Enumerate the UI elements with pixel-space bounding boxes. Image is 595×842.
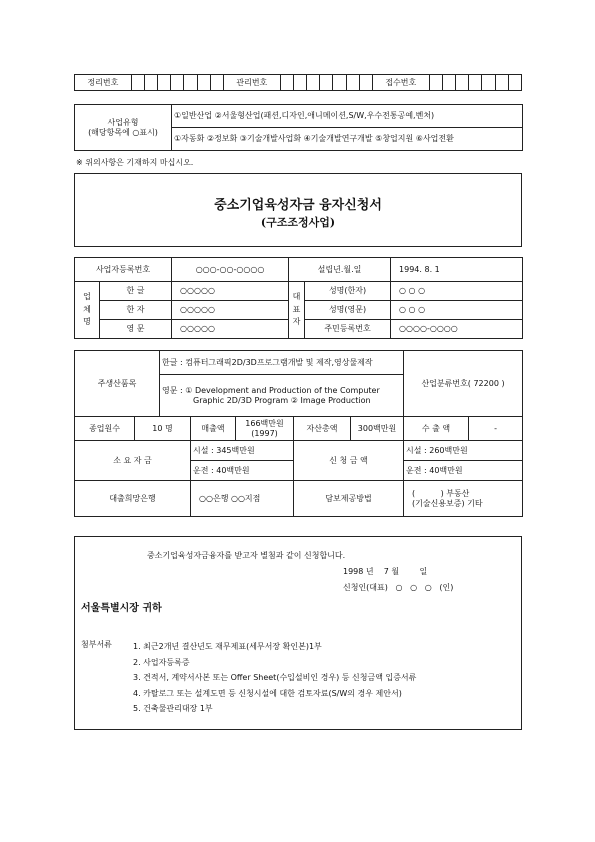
required-funds-label: 소 요 자 금 [75,441,191,481]
attachments-label: 첨부서류 [81,640,112,649]
industry-code[interactable]: 산업분류번호( 72200 ) [404,351,523,417]
sales-year: (1997) [251,428,278,438]
business-type-table [74,104,523,151]
rep-name-eng-value[interactable]: ○ ○ ○ [391,301,523,320]
management-number-cell[interactable] [293,75,306,91]
export-label: 수 출 액 [404,417,469,441]
attachment-item: 2. 사업자등록증 [133,657,190,667]
product-finance-table [74,350,523,517]
admin-note: ※ 위의사항은 기재하지 마십시오. [76,158,194,167]
rep-name-hanja-label: 성명(한자) [305,282,391,301]
sales-value[interactable] [236,417,294,441]
apply-amount-label: 신 청 금 액 [294,441,404,481]
assets-value[interactable]: 300백만원 [351,417,404,441]
filing-number-label: 정리번호 [75,75,132,91]
required-facility[interactable]: 시설 : 345백만원 [191,441,294,461]
representative-side-label [289,282,305,339]
company-name-side-text: 업체명 [83,291,91,327]
hanja-name-value[interactable]: ○○○○○ [172,301,289,320]
korean-name-label: 한 글 [100,282,172,301]
management-number-cell[interactable] [307,75,320,91]
product-english-line-2: Graphic 2D/3D Program ② Image Production [193,395,371,405]
applicant-line[interactable]: 신청인(대표) ○ ○ ○ (인) [343,583,454,592]
receipt-number-cell[interactable] [495,75,508,91]
hanja-name-label: 한 자 [100,301,172,320]
admin-number-table [74,74,522,91]
collateral-line-1: ( ) 부동산 [412,488,470,498]
receipt-number-label: 접수번호 [372,75,429,91]
rep-name-eng-label: 성명(영문) [305,301,391,320]
form-subtitle: (구조조정사업) [260,216,336,229]
attachment-item: 3. 견적서, 계약서사본 또는 Offer Sheet(수입설비인 경우) 등 신청금액 입증서류 [133,673,417,682]
korean-name-value[interactable]: ○○○○○ [172,282,289,301]
management-number-cell[interactable] [346,75,359,91]
attachment-item: 5. 건축물관리대장 1부 [133,704,213,713]
management-number-cell[interactable] [320,75,333,91]
product-label: 주생산품목 [75,351,160,417]
collateral-line-2: (기술신용보증) 기타 [412,498,483,508]
filing-number-cell[interactable] [158,75,171,91]
addressee: 서울특별시장 귀하 [81,603,162,614]
application-date[interactable]: 1998 년 7 월 일 [343,567,428,576]
company-name-side-label [75,282,100,339]
management-number-cell[interactable] [280,75,293,91]
application-statement: 중소기업육성자금융자를 받고자 별첨과 같이 신청합니다. [147,551,346,560]
filing-number-cell[interactable] [184,75,197,91]
export-value[interactable]: - [469,417,523,441]
attachment-item: 1. 최근2개년 결산년도 재무제표(세무서장 확인본)1부 [133,642,322,651]
management-number-cell[interactable] [359,75,372,91]
business-type-line-1[interactable]: ①일반산업 ②서울형산업(패션,디자인,애니메이션,S/W,우수전통공예,벤처) [172,105,523,128]
product-english-line-1: 영문 : ① Development and Production of the Computer [162,385,380,395]
rep-id-value[interactable]: ○○○○-○○○○ [391,320,523,339]
filing-number-cell[interactable] [210,75,223,91]
management-number-label: 관리번호 [223,75,280,91]
sales-label: 매출액 [191,417,236,441]
business-type-label [75,105,172,151]
sales-amount: 166백만원 [245,418,284,428]
receipt-number-cell[interactable] [469,75,482,91]
management-number-cell[interactable] [333,75,346,91]
business-type-hint: (해당항목에 ○표시) [88,127,158,137]
form-title: 중소기업육성자금 융자신청서 [214,198,382,213]
filing-number-cell[interactable] [171,75,184,91]
required-operating[interactable]: 운전 : 40백만원 [191,461,294,481]
product-korean[interactable]: 한글 : 컴퓨터그래픽2D/3D프로그램개발 및 제작,영상물제작 [160,351,404,375]
receipt-number-cell[interactable] [456,75,469,91]
business-type-title: 사업유형 [107,117,139,127]
receipt-number-cell[interactable] [482,75,495,91]
employees-value[interactable]: 10 명 [135,417,191,441]
receipt-number-cell[interactable] [429,75,442,91]
company-info-table [74,257,523,339]
reg-number-value[interactable]: ○○○-○○-○○○○ [172,258,289,282]
title-box [74,173,522,247]
receipt-number-cell[interactable] [508,75,521,91]
english-name-label: 영 문 [100,320,172,339]
english-name-value[interactable]: ○○○○○ [172,320,289,339]
est-date-value[interactable]: 1994. 8. 1 [391,258,523,282]
assets-label: 자산총액 [294,417,351,441]
collateral-label: 담보제공방법 [294,481,404,517]
attachment-item: 4. 카탈로그 또는 설계도면 등 신청시설에 대한 검토자료(S/W의 경우 제안서) [133,688,402,698]
rep-id-label: 주민등록번호 [305,320,391,339]
application-box [74,536,522,730]
product-english[interactable] [160,375,404,417]
filing-number-cell[interactable] [144,75,157,91]
est-date-label: 설립년.월.일 [289,258,391,282]
apply-facility[interactable]: 시설 : 260백만원 [404,441,523,461]
representative-side-text: 대표자 [292,291,301,327]
filing-number-cell[interactable] [197,75,210,91]
employees-label: 종업원수 [75,417,135,441]
business-type-line-2[interactable]: ①자동화 ②정보화 ③기술개발사업화 ④기술개발연구개발 ⑤창업지원 ⑥사업전환 [172,128,523,151]
bank-value[interactable]: ○○은행 ○○지점 [191,481,294,517]
reg-number-label: 사업자등록번호 [75,258,172,282]
bank-label: 대출희망은행 [75,481,191,517]
apply-operating[interactable]: 운전 : 40백만원 [404,461,523,481]
attachments-list [133,639,416,717]
rep-name-hanja-value[interactable]: ○ ○ ○ [391,282,523,301]
collateral-value[interactable] [404,481,523,517]
receipt-number-cell[interactable] [442,75,455,91]
filing-number-cell[interactable] [131,75,144,91]
